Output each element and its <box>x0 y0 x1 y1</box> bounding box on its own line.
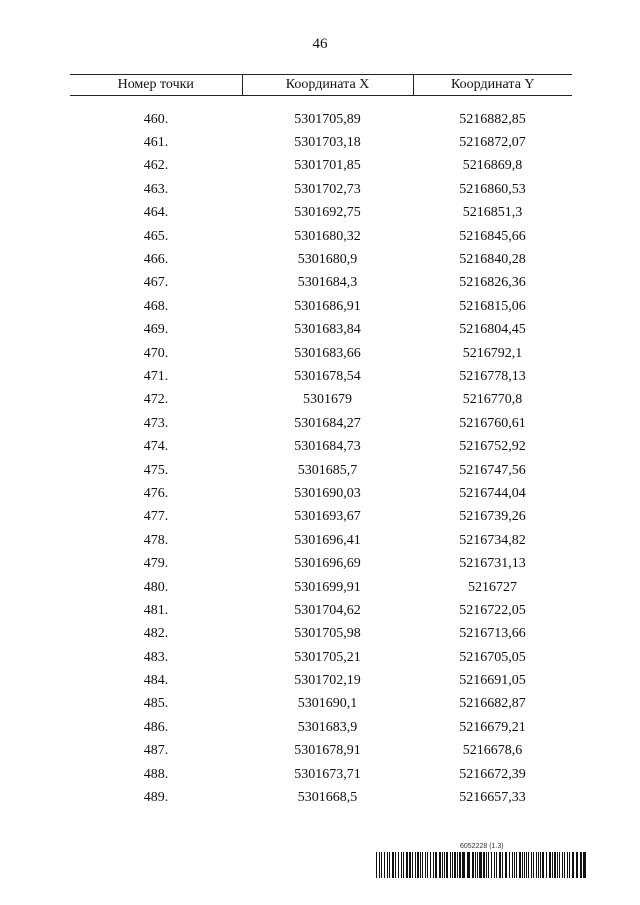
barcode-bar <box>569 852 570 878</box>
cell-coordinate-y: 5216804,45 <box>459 322 526 338</box>
barcode-bar <box>499 852 501 878</box>
barcode-bar <box>376 852 377 878</box>
cell-coordinate-y: 5216691,05 <box>459 673 526 689</box>
barcode-bar <box>420 852 421 878</box>
barcode-label: 6052228 (1.3) <box>460 843 504 850</box>
barcode-bar <box>514 852 515 878</box>
table-row <box>70 716 572 739</box>
cell-coordinate-y: 5216869,8 <box>462 158 523 174</box>
barcode-bar <box>505 852 507 878</box>
cell-coordinate-x: 5301702,73 <box>294 181 361 197</box>
cell-coordinate-x: 5301701,85 <box>294 158 361 174</box>
barcode-bar <box>496 852 497 878</box>
page-number: 46 <box>312 36 328 52</box>
header-point-number: Номер точки <box>70 75 242 96</box>
barcode-bar <box>494 852 495 878</box>
barcode-bar <box>483 852 485 878</box>
cell-coordinate-y: 5216747,56 <box>459 462 526 478</box>
barcode-bar <box>454 852 456 878</box>
barcode-bar <box>459 852 461 878</box>
cell-coordinate-x: 5301703,18 <box>294 135 361 151</box>
barcode-bar <box>509 852 510 878</box>
table-row <box>70 646 572 669</box>
cell-coordinate-y: 5216727 <box>468 579 517 595</box>
table-row <box>70 248 572 271</box>
cell-coordinate-y: 5216851,3 <box>462 205 523 221</box>
barcode-bar <box>472 852 474 878</box>
cell-coordinate-x: 5301684,27 <box>294 415 361 431</box>
header-spacer <box>70 96 572 109</box>
cell-coordinate-x: 5301696,69 <box>294 556 361 572</box>
barcode-bar <box>392 852 394 878</box>
barcode-bar <box>486 852 487 878</box>
barcode-bar <box>519 852 521 878</box>
table-row <box>70 342 572 365</box>
barcode-bar <box>395 852 396 878</box>
barcode-bar <box>403 852 404 878</box>
cell-coordinate-y: 5216840,28 <box>459 252 526 268</box>
cell-coordinate-x: 5301679 <box>303 392 352 408</box>
barcode-bar <box>406 852 408 878</box>
barcode-bar <box>442 852 443 878</box>
barcode-bar <box>427 852 428 878</box>
header-coordinate-y: Координата Y <box>413 75 572 96</box>
cell-point-number: 473. <box>143 415 169 431</box>
cell-point-number: 475. <box>143 462 169 478</box>
cell-point-number: 472. <box>143 392 169 408</box>
table-row <box>70 365 572 388</box>
cell-coordinate-y: 5216792,1 <box>462 345 523 361</box>
barcode-bar <box>412 852 413 878</box>
cell-coordinate-x: 5301696,41 <box>294 532 361 548</box>
barcode-bar <box>384 852 385 878</box>
cell-coordinate-y: 5216860,53 <box>459 181 526 197</box>
cell-point-number: 462. <box>143 158 169 174</box>
cell-coordinate-y: 5216760,61 <box>459 415 526 431</box>
barcode-bar <box>526 852 527 878</box>
cell-point-number: 483. <box>143 649 169 665</box>
cell-point-number: 465. <box>143 228 169 244</box>
cell-coordinate-x: 5301705,89 <box>294 111 361 127</box>
barcode-bar <box>409 852 411 878</box>
cell-coordinate-y: 5216722,05 <box>459 602 526 618</box>
table-row <box>70 623 572 646</box>
barcode-bar <box>381 852 382 878</box>
table-row <box>70 576 572 599</box>
table-row <box>70 506 572 529</box>
barcode-bar <box>450 852 451 878</box>
barcode-bar <box>488 852 489 878</box>
cell-coordinate-x: 5301690,1 <box>297 696 358 712</box>
barcode-bar <box>512 852 513 878</box>
barcode-bar <box>462 852 465 878</box>
barcode-bar <box>389 852 390 878</box>
barcode-bar <box>583 852 586 878</box>
cell-coordinate-y: 5216770,8 <box>462 392 523 408</box>
barcode-bar <box>491 852 492 878</box>
cell-point-number: 469. <box>143 322 169 338</box>
cell-point-number: 480. <box>143 579 169 595</box>
barcode-bar <box>559 852 560 878</box>
cell-coordinate-y: 5216826,36 <box>459 275 526 291</box>
table-row <box>70 319 572 342</box>
cell-point-number: 460. <box>143 111 169 127</box>
barcode-bar <box>446 852 448 878</box>
barcode-bar <box>552 852 553 878</box>
barcode-bar <box>576 852 578 878</box>
table-row <box>70 225 572 248</box>
cell-point-number: 478. <box>143 532 169 548</box>
cell-coordinate-x: 5301705,21 <box>294 649 361 665</box>
cell-coordinate-x: 5301680,9 <box>297 252 358 268</box>
barcode-bar <box>540 852 541 878</box>
table-row <box>70 131 572 154</box>
barcode-bar <box>538 852 539 878</box>
table-row <box>70 389 572 412</box>
table-row <box>70 740 572 763</box>
table-header-row <box>70 75 572 96</box>
cell-coordinate-x: 5301683,66 <box>294 345 361 361</box>
barcode-bar <box>528 852 529 878</box>
table-row <box>70 599 572 622</box>
barcode-bar <box>422 852 423 878</box>
table-row <box>70 669 572 692</box>
cell-point-number: 470. <box>143 345 169 361</box>
cell-coordinate-x: 5301683,9 <box>297 719 358 735</box>
cell-coordinate-x: 5301699,91 <box>294 579 361 595</box>
table-row <box>70 693 572 716</box>
table-row <box>70 412 572 435</box>
table-row <box>70 178 572 201</box>
barcode-bar <box>417 852 419 878</box>
table-row <box>70 295 572 318</box>
barcode-bar <box>398 852 399 878</box>
cell-coordinate-x: 5301680,32 <box>294 228 361 244</box>
cell-coordinate-x: 5301684,3 <box>297 275 358 291</box>
table-row <box>70 786 572 809</box>
cell-point-number: 481. <box>143 602 169 618</box>
barcode-bar <box>457 852 458 878</box>
cell-point-number: 463. <box>143 181 169 197</box>
table-row <box>70 482 572 505</box>
table-row <box>70 155 572 178</box>
barcode-bar <box>502 852 503 878</box>
cell-coordinate-x: 5301693,67 <box>294 509 361 525</box>
cell-coordinate-y: 5216882,85 <box>459 111 526 127</box>
barcode-icon <box>376 852 590 878</box>
cell-point-number: 479. <box>143 556 169 572</box>
barcode-bar <box>475 852 476 878</box>
cell-coordinate-y: 5216734,82 <box>459 532 526 548</box>
cell-coordinate-y: 5216657,33 <box>459 790 526 806</box>
cell-coordinate-y: 5216778,13 <box>459 368 526 384</box>
coordinates-table <box>70 74 572 810</box>
table-row <box>70 435 572 458</box>
barcode-bar <box>580 852 582 878</box>
cell-point-number: 484. <box>143 673 169 689</box>
cell-coordinate-y: 5216815,06 <box>459 298 526 314</box>
cell-coordinate-x: 5301704,62 <box>294 602 361 618</box>
barcode-bar <box>477 852 478 878</box>
cell-coordinate-y: 5216705,05 <box>459 649 526 665</box>
cell-coordinate-x: 5301702,19 <box>294 673 361 689</box>
barcode-bar <box>524 852 525 878</box>
cell-coordinate-y: 5216672,39 <box>459 766 526 782</box>
table-row <box>70 272 572 295</box>
table-row <box>70 108 572 131</box>
cell-coordinate-y: 5216739,26 <box>459 509 526 525</box>
barcode-bar <box>401 852 402 878</box>
table-row <box>70 202 572 225</box>
barcode-bar <box>444 852 445 878</box>
barcode-bar <box>557 852 558 878</box>
cell-coordinate-y: 5216731,13 <box>459 556 526 572</box>
barcode-bar <box>531 852 532 878</box>
cell-coordinate-x: 5301678,54 <box>294 368 361 384</box>
barcode-bar <box>572 852 574 878</box>
barcode-bar <box>522 852 523 878</box>
cell-coordinate-y: 5216744,04 <box>459 485 526 501</box>
cell-point-number: 477. <box>143 509 169 525</box>
cell-coordinate-x: 5301705,98 <box>294 626 361 642</box>
barcode-bar <box>542 852 544 878</box>
cell-coordinate-x: 5301668,5 <box>297 790 358 806</box>
barcode-bar <box>425 852 426 878</box>
cell-coordinate-x: 5301673,71 <box>294 766 361 782</box>
barcode-bar <box>562 852 563 878</box>
cell-coordinate-y: 5216872,07 <box>459 135 526 151</box>
cell-coordinate-y: 5216845,66 <box>459 228 526 244</box>
cell-coordinate-x: 5301678,91 <box>294 743 361 759</box>
barcode-bar <box>387 852 388 878</box>
table-row <box>70 763 572 786</box>
barcode-bar <box>435 852 437 878</box>
cell-point-number: 487. <box>143 743 169 759</box>
cell-coordinate-y: 5216679,21 <box>459 719 526 735</box>
cell-point-number: 488. <box>143 766 169 782</box>
barcode-bar <box>564 852 565 878</box>
cell-coordinate-x: 5301686,91 <box>294 298 361 314</box>
cell-coordinate-y: 5216713,66 <box>459 626 526 642</box>
cell-coordinate-x: 5301692,75 <box>294 205 361 221</box>
barcode-bar <box>467 852 470 878</box>
cell-point-number: 485. <box>143 696 169 712</box>
cell-point-number: 467. <box>143 275 169 291</box>
barcode-bar <box>479 852 482 878</box>
barcode-bar <box>415 852 416 878</box>
barcode-bar <box>379 852 380 878</box>
table-row <box>70 529 572 552</box>
cell-point-number: 466. <box>143 252 169 268</box>
cell-coordinate-x: 5301683,84 <box>294 322 361 338</box>
cell-point-number: 474. <box>143 439 169 455</box>
table-row <box>70 552 572 575</box>
table-row <box>70 459 572 482</box>
barcode-bar <box>452 852 453 878</box>
header-coordinate-x: Координата X <box>242 75 413 96</box>
cell-point-number: 464. <box>143 205 169 221</box>
cell-coordinate-y: 5216678,6 <box>462 743 523 759</box>
cell-point-number: 489. <box>143 790 169 806</box>
barcode-bar <box>430 852 431 878</box>
cell-coordinate-y: 5216682,87 <box>459 696 526 712</box>
cell-coordinate-x: 5301690,03 <box>294 485 361 501</box>
barcode-bar <box>554 852 556 878</box>
barcode-bar <box>536 852 537 878</box>
barcode-bar <box>516 852 517 878</box>
cell-coordinate-y: 5216752,92 <box>459 439 526 455</box>
barcode-bar <box>433 852 434 878</box>
barcode-bar <box>546 852 547 878</box>
cell-point-number: 461. <box>143 135 169 151</box>
barcode-bar <box>567 852 568 878</box>
cell-coordinate-x: 5301684,73 <box>294 439 361 455</box>
table-body <box>70 96 572 810</box>
barcode-bar <box>439 852 441 878</box>
cell-coordinate-x: 5301685,7 <box>297 462 358 478</box>
cell-point-number: 486. <box>143 719 169 735</box>
cell-point-number: 471. <box>143 368 169 384</box>
cell-point-number: 468. <box>143 298 169 314</box>
barcode-bar <box>533 852 534 878</box>
cell-point-number: 476. <box>143 485 169 501</box>
barcode-bar <box>549 852 551 878</box>
cell-point-number: 482. <box>143 626 169 642</box>
